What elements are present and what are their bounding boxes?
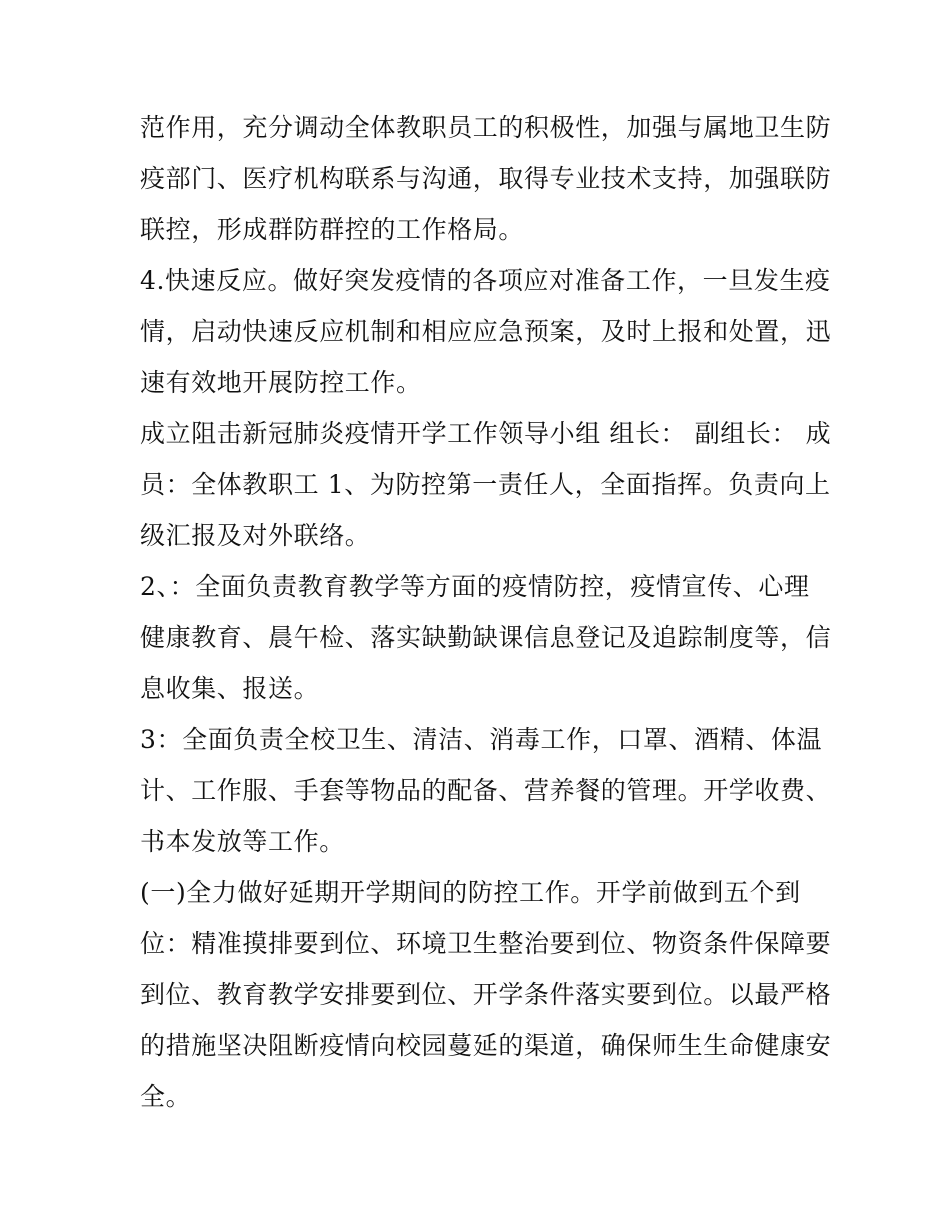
text-line: 员：全体教职工 1、为防控第一责任人，全面指挥。负责向上	[140, 470, 831, 499]
text-line: 情，启动快速反应机制和相应应急预案，及时上报和处置，迅	[140, 317, 832, 346]
paragraph-duty-2	[140, 561, 832, 714]
paragraph-joint-prevention	[140, 102, 832, 255]
text-line: (一)全力做好延期开学期间的防控工作。开学前做到五个到	[140, 878, 801, 907]
paragraph-section-one	[140, 867, 832, 1122]
paragraph-duty-3	[140, 714, 832, 867]
text-line: 计、工作服、手套等物品的配备、营养餐的管理。开学收费、	[140, 776, 832, 805]
text-line: 健康教育、晨午检、落实缺勤缺课信息登记及追踪制度等，信	[140, 623, 832, 652]
text-line: 2、：全面负责教育教学等方面的疫情防控，疫情宣传、心理	[140, 572, 810, 601]
text-line: 位：精准摸排要到位、环境卫生整治要到位、物资条件保障要	[140, 929, 832, 958]
text-line: 书本发放等工作。	[140, 827, 345, 856]
paragraph-rapid-response	[140, 255, 832, 408]
text-line: 范作用，充分调动全体教职员工的积极性，加强与属地卫生防	[140, 113, 832, 142]
text-line: 级汇报及对外联络。	[140, 521, 371, 550]
text-line: 息收集、报送。	[140, 674, 320, 703]
text-line: 到位、教育教学安排要到位、开学条件落实要到位。以最严格	[140, 980, 832, 1009]
text-line: 疫部门、医疗机构联系与沟通，取得专业技术支持，加强联防	[140, 164, 832, 193]
paragraph-leadership-group	[140, 408, 832, 561]
text-line: 3：全面负责全校卫生、清洁、消毒工作，口罩、酒精、体温	[140, 725, 823, 754]
text-line: 4.快速反应。做好突发疫情的各项应对准备工作，一旦发生疫	[140, 266, 831, 295]
text-line: 全。	[140, 1082, 192, 1111]
document-page	[140, 102, 832, 1122]
text-line: 的措施坚决阻断疫情向校园蔓延的渠道，确保师生生命健康安	[140, 1031, 832, 1060]
text-line: 速有效地开展防控工作。	[140, 368, 422, 397]
text-line: 成立阻击新冠肺炎疫情开学工作领导小组 组长： 副组长： 成	[140, 419, 832, 448]
text-line: 联控，形成群防群控的工作格局。	[140, 215, 525, 244]
